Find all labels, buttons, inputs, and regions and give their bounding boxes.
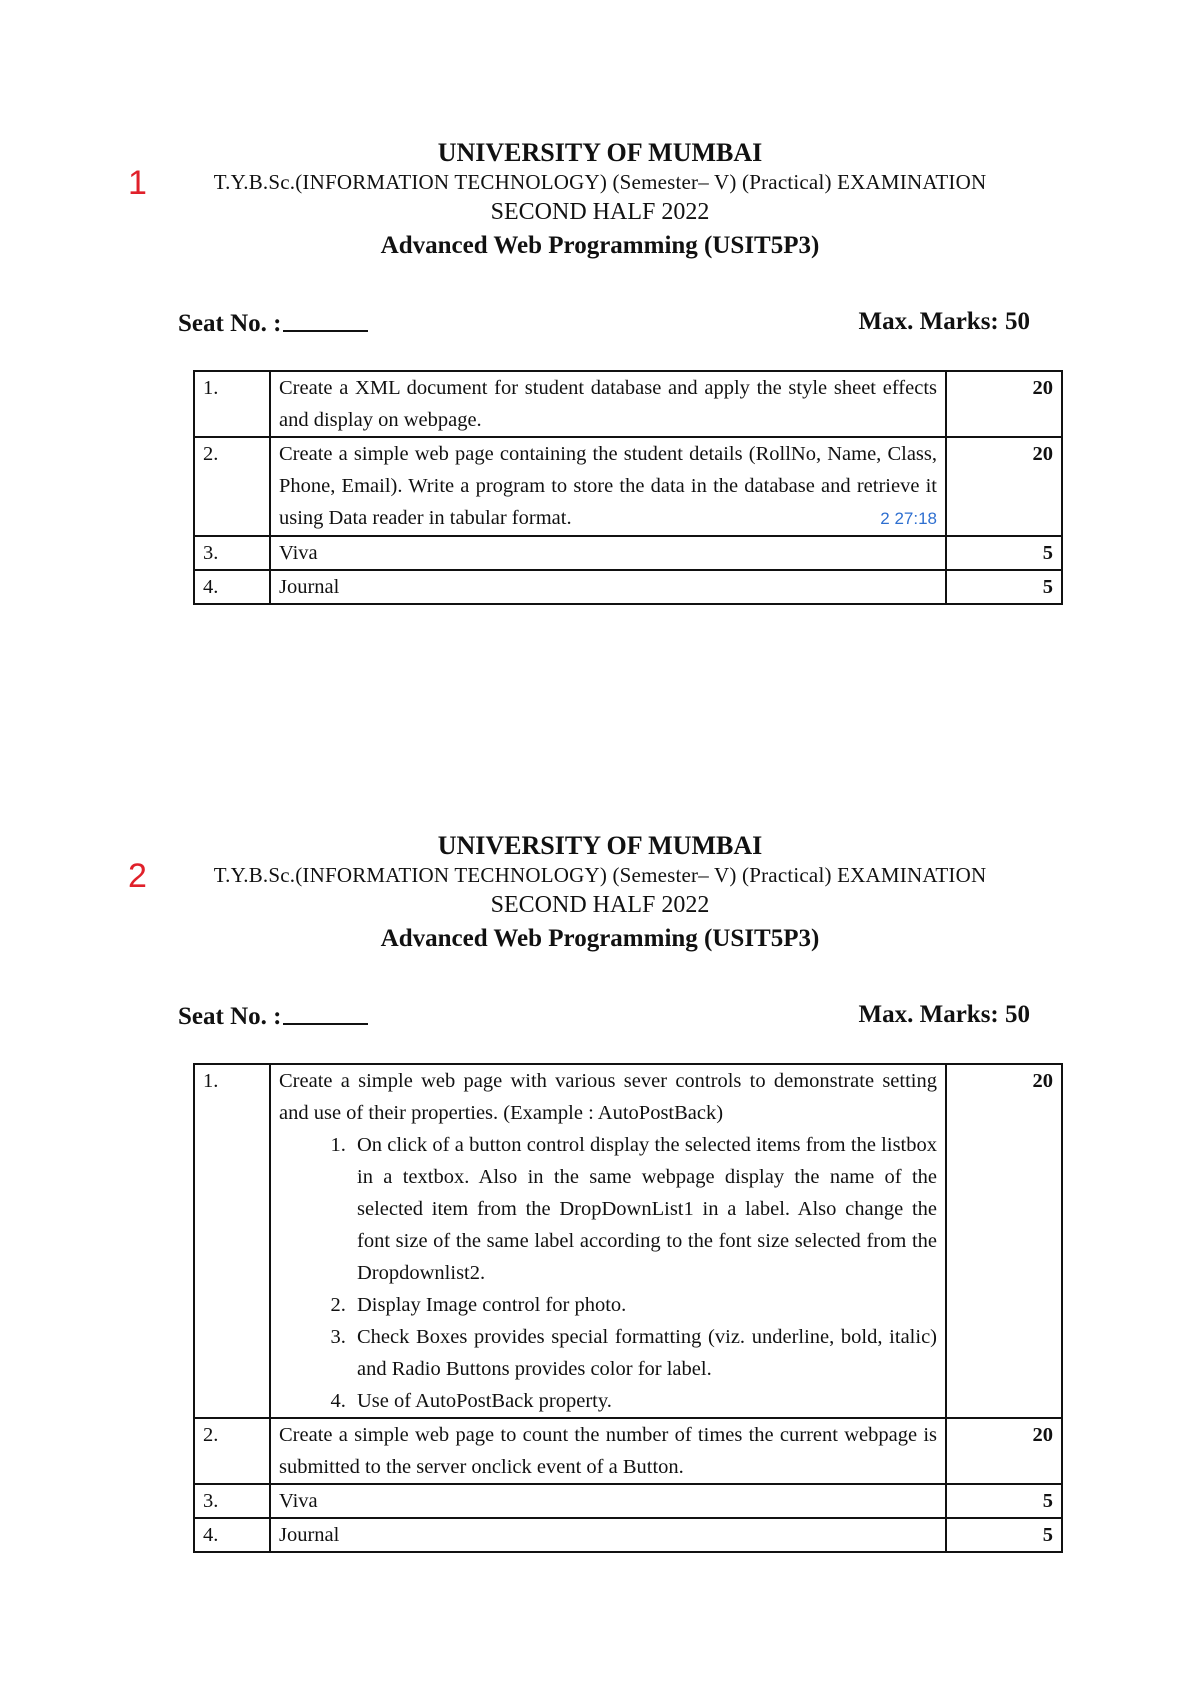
question-number: 2. (194, 1418, 270, 1484)
question-marks: 5 (946, 1484, 1062, 1518)
question-number: 4. (194, 1518, 270, 1552)
question-marks: 5 (946, 570, 1062, 604)
question-text-cell (270, 1064, 946, 1418)
question-row (194, 570, 1062, 604)
course-line: T.Y.B.Sc.(INFORMATION TECHNOLOGY) (Semester– V) (Practical) EXAMINATION (213, 170, 987, 194)
question-number: 1. (194, 1064, 270, 1418)
question-table (193, 1063, 1063, 1553)
course-line: T.Y.B.Sc.(INFORMATION TECHNOLOGY) (Semester– V) (Practical) EXAMINATION (213, 863, 987, 887)
question-text: Journal (270, 1518, 946, 1552)
seat-number-blank (283, 1001, 368, 1025)
question-text: Create a simple web page containing the student details (RollNo, Name, Class, Phone, Email). Write a program to store the data in the database and retrieve it using Data reader in tabular format. (279, 443, 937, 529)
exam-half: SECOND HALF 2022 (490, 892, 710, 918)
question-row (194, 1064, 1062, 1418)
question-number: 3. (194, 536, 270, 570)
question-text: Create a XML document for student database and apply the style sheet effects and display on webpage. (270, 371, 946, 437)
subject-title: Advanced Web Programming (USIT5P3) (380, 232, 820, 259)
question-row (194, 1518, 1062, 1552)
exam-paper-2 (0, 831, 1200, 1546)
max-marks: Max. Marks: 50 (858, 308, 1030, 335)
question-text: Create a simple web page to count the number of times the current webpage is submitted to the server onclick event of a Button. (270, 1418, 946, 1484)
sub-question-list (279, 1129, 937, 1417)
question-table (193, 370, 1063, 605)
exam-paper-1 (0, 138, 1200, 598)
question-marks: 20 (946, 437, 1062, 536)
timestamp-annotation: 2 27:18 (880, 509, 937, 528)
question-marks: 20 (946, 1064, 1062, 1418)
paper-marker: 2 (128, 857, 147, 895)
university-title: UNIVERSITY OF MUMBAI (437, 831, 763, 860)
subject-title: Advanced Web Programming (USIT5P3) (380, 925, 820, 952)
sub-question: 1. On click of a button control display the selected items from the listbox in a textbox. Also in the same webpage display the name of the selected item from the DropDownList1 in a label. Also change the font size of the same label according to the font size selected from the Dropdownlist2. (351, 1129, 937, 1289)
question-marks: 20 (946, 1418, 1062, 1484)
sub-question: 3. Check Boxes provides special formatting (viz. underline, bold, italic) and Radio Buttons provides color for label. (351, 1321, 937, 1385)
question-row (194, 536, 1062, 570)
question-number: 4. (194, 570, 270, 604)
exam-half: SECOND HALF 2022 (490, 199, 710, 225)
sub-question: 4. Use of AutoPostBack property. (351, 1385, 937, 1417)
question-row (194, 437, 1062, 536)
seat-number-blank (283, 308, 368, 332)
question-row (194, 1418, 1062, 1484)
max-marks: Max. Marks: 50 (858, 1001, 1030, 1028)
paper-marker: 1 (128, 164, 147, 202)
question-marks: 5 (946, 1518, 1062, 1552)
seat-number-label: Seat No. : (178, 1001, 368, 1031)
sub-question: 2. Display Image control for photo. (351, 1289, 937, 1321)
question-number: 3. (194, 1484, 270, 1518)
question-text: Journal (270, 570, 946, 604)
question-number: 2. (194, 437, 270, 536)
question-row (194, 1484, 1062, 1518)
university-title: UNIVERSITY OF MUMBAI (437, 138, 763, 167)
question-number: 1. (194, 371, 270, 437)
question-text: Viva (270, 536, 946, 570)
question-text: Create a simple web page with various sever controls to demonstrate setting and use of their properties. (Example : AutoPostBack) (279, 1070, 937, 1124)
seat-number-label: Seat No. : (178, 308, 368, 338)
question-text: Viva (270, 1484, 946, 1518)
question-row (194, 371, 1062, 437)
question-marks: 20 (946, 371, 1062, 437)
question-text-cell (270, 437, 946, 536)
question-marks: 5 (946, 536, 1062, 570)
